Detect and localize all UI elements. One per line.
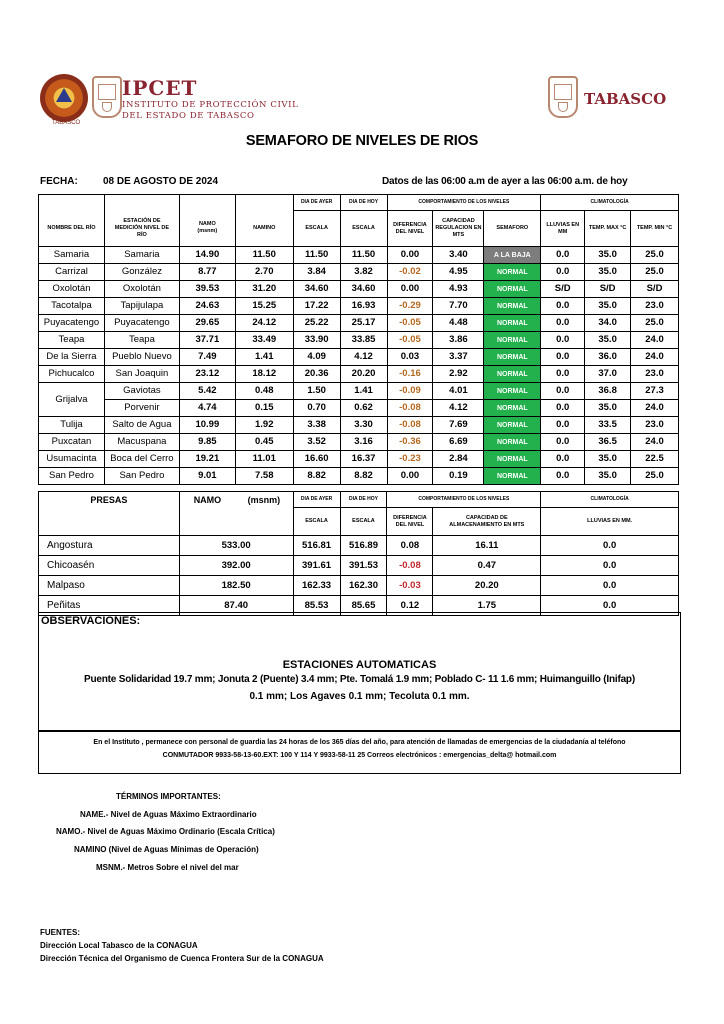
namino-value: 1.41 <box>235 349 293 366</box>
dam-namo: 392.00 <box>179 556 293 576</box>
rain-mm: 0.0 <box>541 468 585 485</box>
table-row <box>39 298 679 315</box>
temp-max: S/D <box>585 281 631 298</box>
temp-min: S/D <box>631 281 679 298</box>
temp-max: 35.0 <box>585 264 631 281</box>
temp-min: 25.0 <box>631 315 679 332</box>
rain-mm: 0.0 <box>541 434 585 451</box>
scale-yesterday: 33.90 <box>293 332 340 349</box>
semaforo-badge: NORMAL <box>484 298 541 315</box>
namo-value: 23.12 <box>179 366 235 383</box>
dam-namo: 87.40 <box>179 596 293 616</box>
namo-value: 7.49 <box>179 349 235 366</box>
temp-max: 34.0 <box>585 315 631 332</box>
scale-today: 1.41 <box>340 383 387 400</box>
temp-max: 33.5 <box>585 417 631 434</box>
dam-level-difference: -0.03 <box>387 576 433 596</box>
level-difference: -0.05 <box>387 315 433 332</box>
namo-value: 4.74 <box>179 400 235 417</box>
term-namo: NAMO.- Nivel de Aguas Máximo Ordinario (Escala Crítica) <box>56 827 275 836</box>
rain-mm: 0.0 <box>541 383 585 400</box>
header-comportamiento-presas: COMPORTAMIENTO DE LOS NIVELES <box>387 492 541 508</box>
dams-table <box>38 491 679 616</box>
header-msnm: (msnm) <box>235 492 293 508</box>
rain-mm: 0.0 <box>541 332 585 349</box>
dam-scale-today: 85.65 <box>340 596 387 616</box>
temp-min: 24.0 <box>631 400 679 417</box>
namino-value: 15.25 <box>235 298 293 315</box>
semaforo-badge: NORMAL <box>484 468 541 485</box>
header-lluvias-presas: LLUVIAS EN MM. <box>541 508 679 536</box>
namino-value: 7.58 <box>235 468 293 485</box>
dam-storage-capacity: 16.11 <box>433 536 541 556</box>
rain-mm: 0.0 <box>541 417 585 434</box>
scale-yesterday: 20.36 <box>293 366 340 383</box>
temp-min: 25.0 <box>631 247 679 264</box>
dam-namo: 182.50 <box>179 576 293 596</box>
rain-mm: 0.0 <box>541 451 585 468</box>
namo-value: 29.65 <box>179 315 235 332</box>
namo-value: 8.77 <box>179 264 235 281</box>
header-dia-hoy-presas: DIA DE HOY <box>340 492 387 508</box>
regulation-capacity: 3.40 <box>433 247 484 264</box>
level-difference: -0.29 <box>387 298 433 315</box>
header-capacidad-almacenamiento: CAPACIDAD DE ALMACENAMIENTO EN MTS <box>433 508 541 536</box>
table-row <box>39 315 679 332</box>
rain-mm: 0.0 <box>541 349 585 366</box>
station-name: Porvenir <box>104 400 179 417</box>
scale-yesterday: 4.09 <box>293 349 340 366</box>
header-temp-min: TEMP. MIN °C <box>631 211 679 247</box>
dam-scale-yesterday: 516.81 <box>293 536 340 556</box>
namo-value: 9.01 <box>179 468 235 485</box>
header-capacidad: CAPACIDAD REGULACION EN MTS <box>433 211 484 247</box>
level-difference: -0.02 <box>387 264 433 281</box>
river-name: Puyacatengo <box>39 315 105 332</box>
table-row <box>39 556 679 576</box>
table-row <box>39 451 679 468</box>
observations-box <box>38 612 681 732</box>
scale-today: 8.82 <box>340 468 387 485</box>
scale-yesterday: 3.38 <box>293 417 340 434</box>
temp-min: 24.0 <box>631 332 679 349</box>
scale-today: 3.30 <box>340 417 387 434</box>
station-name: Teapa <box>104 332 179 349</box>
sources-title: FUENTES: <box>40 928 80 937</box>
regulation-capacity: 4.01 <box>433 383 484 400</box>
header-diferencia: DIFERENCIA DEL NIVEL <box>387 211 433 247</box>
dam-scale-today: 516.89 <box>340 536 387 556</box>
table-row <box>39 383 679 400</box>
namino-value: 33.49 <box>235 332 293 349</box>
header-escala-hoy-presas: ESCALA <box>340 508 387 536</box>
source-item-conagua-frontera: Dirección Técnica del Organismo de Cuenca Frontera Sur de la CONAGUA <box>40 954 324 963</box>
scale-yesterday: 3.84 <box>293 264 340 281</box>
river-name: Pichucalco <box>39 366 105 383</box>
temp-max: 36.5 <box>585 434 631 451</box>
rain-mm: 0.0 <box>541 264 585 281</box>
observations-label: OBSERVACIONES: <box>41 615 141 627</box>
level-difference: 0.00 <box>387 468 433 485</box>
dam-scale-yesterday: 391.61 <box>293 556 340 576</box>
header-climatologia-presas: CLIMATOLOGÍA <box>541 492 679 508</box>
semaforo-badge: NORMAL <box>484 434 541 451</box>
dam-scale-yesterday: 85.53 <box>293 596 340 616</box>
header-escala-ayer: ESCALA <box>293 211 340 247</box>
date-label: FECHA: <box>40 176 78 187</box>
regulation-capacity: 0.19 <box>433 468 484 485</box>
scale-yesterday: 8.82 <box>293 468 340 485</box>
header-namo: NAMO (msnm) <box>179 211 235 247</box>
rain-mm: 0.0 <box>541 400 585 417</box>
scale-yesterday: 0.70 <box>293 400 340 417</box>
dam-storage-capacity: 20.20 <box>433 576 541 596</box>
header-comportamiento: COMPORTAMIENTO DE LOS NIVELES <box>387 195 541 211</box>
temp-min: 23.0 <box>631 298 679 315</box>
regulation-capacity: 3.37 <box>433 349 484 366</box>
semaforo-badge: A LA BAJA <box>484 247 541 264</box>
scale-today: 3.82 <box>340 264 387 281</box>
temp-max: 35.0 <box>585 298 631 315</box>
semaforo-badge: NORMAL <box>484 451 541 468</box>
contact-line2: CONMUTADOR 9933-58-13-60.EXT: 100 Y 114 Y 9933-58-11 25 Correos electrónicos : emergencias_delta@ hotmail.com <box>162 752 557 759</box>
scale-yesterday: 3.52 <box>293 434 340 451</box>
auto-stations-line1: Puente Solidaridad 19.7 mm; Jonuta 2 (Puente) 3.4 mm; Pte. Tomalá 1.9 mm; Poblado C- 11 1.6 mm; Huimanguillo (Inifap) <box>84 674 635 685</box>
namo-value: 24.63 <box>179 298 235 315</box>
scale-yesterday: 16.60 <box>293 451 340 468</box>
scale-today: 33.85 <box>340 332 387 349</box>
namino-value: 18.12 <box>235 366 293 383</box>
level-difference: -0.16 <box>387 366 433 383</box>
level-difference: -0.09 <box>387 383 433 400</box>
scale-today: 16.37 <box>340 451 387 468</box>
term-name: NAME.- Nivel de Aguas Máximo Extraordinario <box>80 810 257 819</box>
river-name: Carrizal <box>39 264 105 281</box>
org-name-line1: INSTITUTO DE PROTECCIÓN CIVIL <box>122 100 299 110</box>
namino-value: 0.48 <box>235 383 293 400</box>
station-name: Gaviotas <box>104 383 179 400</box>
scale-today: 11.50 <box>340 247 387 264</box>
regulation-capacity: 3.86 <box>433 332 484 349</box>
river-name: Tulija <box>39 417 105 434</box>
station-name: Oxolotán <box>104 281 179 298</box>
dam-scale-yesterday: 162.33 <box>293 576 340 596</box>
dam-name: Malpaso <box>39 576 180 596</box>
temp-max: 35.0 <box>585 468 631 485</box>
level-difference: -0.36 <box>387 434 433 451</box>
dam-name: Chicoasén <box>39 556 180 576</box>
namino-value: 2.70 <box>235 264 293 281</box>
data-range: Datos de las 06:00 a.m de ayer a las 06:00 a.m. de hoy <box>382 176 628 187</box>
logo-caption: TABASCO <box>52 120 81 126</box>
dam-namo: 533.00 <box>179 536 293 556</box>
dam-level-difference: 0.12 <box>387 596 433 616</box>
rivers-table <box>38 194 679 485</box>
scale-today: 0.62 <box>340 400 387 417</box>
semaforo-badge: NORMAL <box>484 383 541 400</box>
river-name: Usumacinta <box>39 451 105 468</box>
namino-value: 11.01 <box>235 451 293 468</box>
namo-value: 10.99 <box>179 417 235 434</box>
regulation-capacity: 4.12 <box>433 400 484 417</box>
scale-today: 25.17 <box>340 315 387 332</box>
table-row <box>39 349 679 366</box>
scale-yesterday: 25.22 <box>293 315 340 332</box>
header-dia-ayer: DIA DE AYER <box>293 195 340 211</box>
namo-value: 19.21 <box>179 451 235 468</box>
table-row <box>39 247 679 264</box>
page-header <box>0 66 724 126</box>
namino-value: 1.92 <box>235 417 293 434</box>
river-name: Samaria <box>39 247 105 264</box>
river-name: Teapa <box>39 332 105 349</box>
namino-value: 24.12 <box>235 315 293 332</box>
semaforo-badge: NORMAL <box>484 281 541 298</box>
level-difference: -0.08 <box>387 417 433 434</box>
semaforo-badge: NORMAL <box>484 315 541 332</box>
namino-value: 0.15 <box>235 400 293 417</box>
rain-mm: S/D <box>541 281 585 298</box>
dam-level-difference: 0.08 <box>387 536 433 556</box>
regulation-capacity: 4.93 <box>433 281 484 298</box>
river-name: Tacotalpa <box>39 298 105 315</box>
dam-rain-mm: 0.0 <box>541 596 679 616</box>
header-escala-hoy: ESCALA <box>340 211 387 247</box>
rain-mm: 0.0 <box>541 298 585 315</box>
river-name: Grijalva <box>39 383 105 417</box>
semaforo-badge: NORMAL <box>484 366 541 383</box>
temp-max: 35.0 <box>585 247 631 264</box>
regulation-capacity: 6.69 <box>433 434 484 451</box>
river-name: Oxolotán <box>39 281 105 298</box>
rain-mm: 0.0 <box>541 366 585 383</box>
contact-line1: En el Instituto , permanece con personal de guardia las 24 horas de los 365 días del año, para atención de llamadas de emergencias de la ciudadanía al teléfono <box>93 739 626 746</box>
table-row <box>39 468 679 485</box>
semaforo-badge: NORMAL <box>484 264 541 281</box>
date-value: 08 DE AGOSTO DE 2024 <box>103 176 219 187</box>
level-difference: -0.05 <box>387 332 433 349</box>
scale-yesterday: 1.50 <box>293 383 340 400</box>
station-name: San Pedro <box>104 468 179 485</box>
page-title: SEMAFORO DE NIVELES DE RIOS <box>245 133 479 149</box>
table-row <box>39 332 679 349</box>
namo-value: 14.90 <box>179 247 235 264</box>
header-climatologia: CLIMATOLOGÍA <box>541 195 679 211</box>
ipcet-crest-icon <box>92 76 122 118</box>
header-dia-ayer-presas: DIA DE AYER <box>293 492 340 508</box>
temp-min: 23.0 <box>631 366 679 383</box>
scale-today: 20.20 <box>340 366 387 383</box>
regulation-capacity: 7.70 <box>433 298 484 315</box>
state-name: TABASCO <box>584 90 667 108</box>
level-difference: 0.00 <box>387 247 433 264</box>
scale-today: 3.16 <box>340 434 387 451</box>
river-name: San Pedro <box>39 468 105 485</box>
header-escala-ayer-presas: ESCALA <box>293 508 340 536</box>
dam-rain-mm: 0.0 <box>541 576 679 596</box>
term-msnm: MSNM.- Metros Sobre el nivel del mar <box>96 863 239 872</box>
level-difference: 0.00 <box>387 281 433 298</box>
temp-max: 35.0 <box>585 451 631 468</box>
org-name-line2: DEL ESTADO DE TABASCO <box>122 111 255 121</box>
dam-name: Peñitas <box>39 596 180 616</box>
temp-max: 36.8 <box>585 383 631 400</box>
temp-max: 35.0 <box>585 332 631 349</box>
header-lluvias: LLUVIAS EN MM <box>541 211 585 247</box>
table-row <box>39 264 679 281</box>
temp-max: 36.0 <box>585 349 631 366</box>
contact-box <box>38 730 681 774</box>
station-name: Boca del Cerro <box>104 451 179 468</box>
dam-storage-capacity: 0.47 <box>433 556 541 576</box>
dam-rain-mm: 0.0 <box>541 536 679 556</box>
regulation-capacity: 7.69 <box>433 417 484 434</box>
regulation-capacity: 4.48 <box>433 315 484 332</box>
rain-mm: 0.0 <box>541 315 585 332</box>
temp-min: 22.5 <box>631 451 679 468</box>
level-difference: 0.03 <box>387 349 433 366</box>
namo-value: 39.53 <box>179 281 235 298</box>
scale-today: 4.12 <box>340 349 387 366</box>
scale-yesterday: 17.22 <box>293 298 340 315</box>
station-name: Salto de Agua <box>104 417 179 434</box>
header-namino: NAMINO <box>235 211 293 247</box>
station-name: González <box>104 264 179 281</box>
header-nombre-rio: NOMBRE DEL RÍO <box>39 211 105 247</box>
temp-max: 37.0 <box>585 366 631 383</box>
dam-scale-today: 391.53 <box>340 556 387 576</box>
temp-min: 24.0 <box>631 349 679 366</box>
term-namino: NAMINO (Nivel de Aguas Mínimas de Operación) <box>74 845 259 854</box>
river-name: Puxcatan <box>39 434 105 451</box>
header-semaforo: SEMAFORO <box>484 211 541 247</box>
station-name: Puyacatengo <box>104 315 179 332</box>
namino-value: 31.20 <box>235 281 293 298</box>
civil-protection-triangle-icon <box>56 88 72 102</box>
table-row <box>39 536 679 556</box>
regulation-capacity: 2.84 <box>433 451 484 468</box>
table-row <box>39 281 679 298</box>
tabasco-crest-icon <box>548 76 578 118</box>
header-presas: PRESAS <box>39 492 180 508</box>
level-difference: -0.08 <box>387 400 433 417</box>
semaforo-badge: NORMAL <box>484 349 541 366</box>
header-estacion: ESTACIÓN DE MEDICIÓN NIVEL DE RÍO <box>104 211 179 247</box>
header-namo-presas: NAMO <box>179 492 235 508</box>
header-temp-max: TEMP. MAX °C <box>585 211 631 247</box>
temp-min: 24.0 <box>631 434 679 451</box>
semaforo-badge: NORMAL <box>484 332 541 349</box>
table-row <box>39 434 679 451</box>
namo-value: 9.85 <box>179 434 235 451</box>
auto-stations-line2: 0.1 mm; Los Agaves 0.1 mm; Tecoluta 0.1 mm. <box>249 691 470 702</box>
temp-max: 35.0 <box>585 400 631 417</box>
namino-value: 0.45 <box>235 434 293 451</box>
table-row <box>39 417 679 434</box>
semaforo-badge: NORMAL <box>484 417 541 434</box>
org-short-name: IPCET <box>122 76 198 100</box>
scale-yesterday: 11.50 <box>293 247 340 264</box>
temp-min: 25.0 <box>631 264 679 281</box>
station-name: Macuspana <box>104 434 179 451</box>
temp-min: 23.0 <box>631 417 679 434</box>
header-diferencia-presas: DIFERENCIA DEL NIVEL <box>387 508 433 536</box>
station-name: San Joaquin <box>104 366 179 383</box>
terms-title: TÉRMINOS IMPORTANTES: <box>116 792 221 801</box>
regulation-capacity: 4.95 <box>433 264 484 281</box>
station-name: Samaria <box>104 247 179 264</box>
namino-value: 11.50 <box>235 247 293 264</box>
dam-storage-capacity: 1.75 <box>433 596 541 616</box>
dam-level-difference: -0.08 <box>387 556 433 576</box>
namo-value: 5.42 <box>179 383 235 400</box>
river-name: De la Sierra <box>39 349 105 366</box>
temp-min: 25.0 <box>631 468 679 485</box>
scale-today: 34.60 <box>340 281 387 298</box>
station-name: Pueblo Nuevo <box>104 349 179 366</box>
scale-yesterday: 34.60 <box>293 281 340 298</box>
regulation-capacity: 2.92 <box>433 366 484 383</box>
dam-scale-today: 162.30 <box>340 576 387 596</box>
dam-name: Angostura <box>39 536 180 556</box>
table-row <box>39 576 679 596</box>
table-row <box>39 400 679 417</box>
semaforo-badge: NORMAL <box>484 400 541 417</box>
rain-mm: 0.0 <box>541 247 585 264</box>
namo-value: 37.71 <box>179 332 235 349</box>
source-item-conagua-local: Dirección Local Tabasco de la CONAGUA <box>40 941 198 950</box>
scale-today: 16.93 <box>340 298 387 315</box>
table-row <box>39 366 679 383</box>
temp-min: 27.3 <box>631 383 679 400</box>
level-difference: -0.23 <box>387 451 433 468</box>
auto-stations-title: ESTACIONES AUTOMATICAS <box>282 659 437 671</box>
dam-rain-mm: 0.0 <box>541 556 679 576</box>
station-name: Tapijulapa <box>104 298 179 315</box>
header-dia-hoy: DIA DE HOY <box>340 195 387 211</box>
